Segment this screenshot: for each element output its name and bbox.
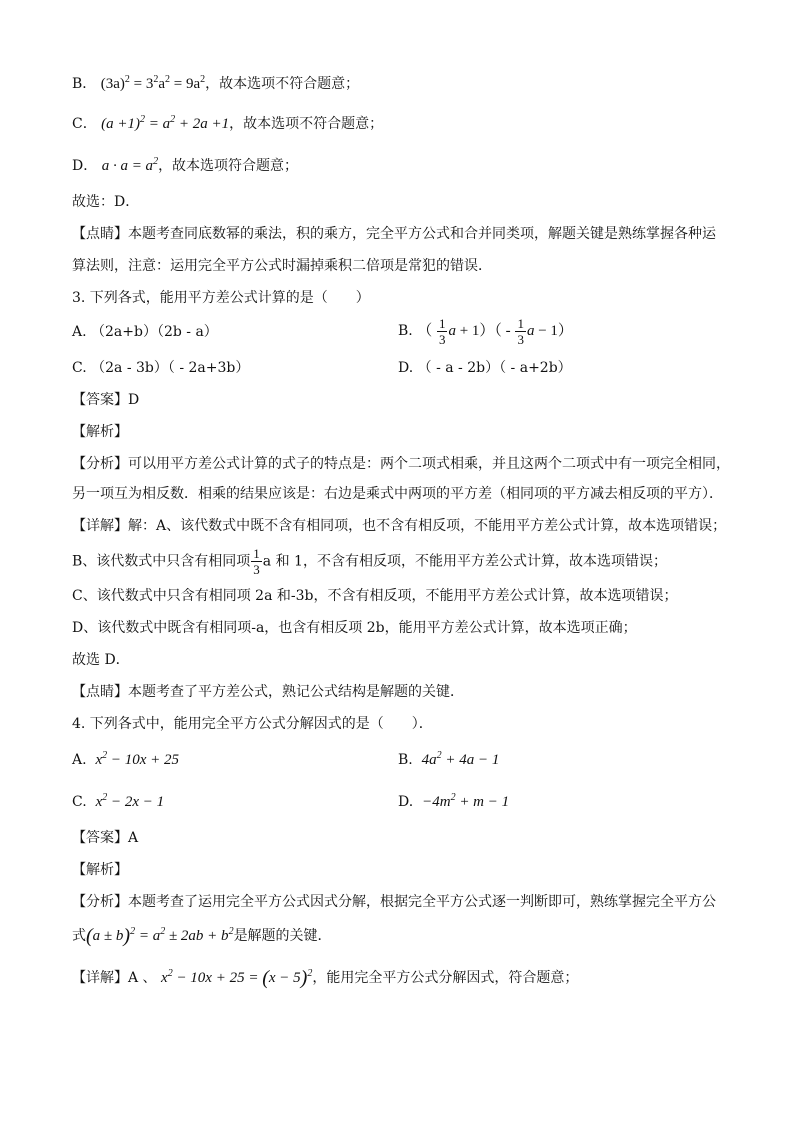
q4-stem: 4. 下列各式中，能用完全平方公式分解因式的是（ ）．: [72, 716, 433, 732]
formula-q4b: $4a^2 + 4a - 1$: [421, 750, 500, 768]
q3-stem: 3. 下列各式，能用平方差公式计算的是（ ）: [72, 290, 370, 306]
formula-perfect-square: $(a \pm b)^2 = a^2 \pm 2ab + b^2$: [86, 925, 234, 947]
option-text: ，故本选项不符合题意；: [229, 116, 384, 132]
option-label: D．: [72, 158, 98, 174]
q2-dianjing-2: 算法则，注意：运用完全平方公式时漏掉乘积二倍项是常犯的错误．: [72, 258, 492, 274]
formula-q3b: （ $\frac{1}{3}$ a + 1）（ - $\frac{1}{3}$ a − 1）: [417, 316, 573, 347]
text-part: 【详解】A 、: [72, 970, 157, 986]
option-label: A.: [72, 752, 87, 768]
q4-option-a: [72, 750, 179, 770]
q3-xiangjie-2: [72, 546, 667, 577]
q2-answer: 故选：D．: [72, 194, 140, 210]
q3-option-d: D. （ - a - 2b）（ - a+2b）: [398, 360, 572, 376]
q3-option-b: [398, 316, 573, 347]
q2-option-d: [72, 156, 298, 176]
q3-xiangjie-4: D、该代数式中既含有相同项-a，也含有相反项 2b，能用平方差公式计算，故本选项正确；: [72, 620, 637, 636]
option-label: B.: [398, 322, 418, 339]
text-part: ，能用完全平方公式分解因式，符合题意；: [312, 970, 579, 986]
q4-option-b: [398, 750, 499, 770]
option-text: ，故本选项不符合题意；: [205, 76, 360, 92]
text-part: B、该代数式中只含有相同项: [72, 553, 251, 570]
q3-fenxi-1: 【分析】可以用平方差公式计算的式子的特点是：两个二项式相乘，并且这两个二项式中有一项完全相同，: [72, 456, 730, 472]
q3-answer: 【答案】D: [72, 392, 140, 408]
formula-c: $(a +1)^2 = a^2 + 2a +1$: [101, 114, 230, 132]
q3-option-a: A. （2a+b）（2b - a）: [72, 324, 218, 340]
q2-dianjing-1: 【点睛】本题考查同底数幂的乘法，积的乘方，完全平方公式和合并同类项，解题关键是熟练掌握各种运: [72, 226, 716, 242]
q3-xiangjie-3: C、该代数式中只含有相同项 2a 和-3b，不含有相反项，不能用平方差公式计算，故本选项错误；: [72, 588, 678, 604]
q4-option-c: [72, 792, 164, 812]
q3-jiexi: 【解析】: [72, 424, 128, 440]
q3-option-c: C. （2a - 3b）（ - 2a+3b）: [72, 360, 250, 376]
q4-option-d: [398, 792, 509, 812]
q4-answer: 【答案】A: [72, 830, 139, 846]
q3-xiangjie-1: 【详解】解：A、该代数式中既不含有相同项，也不含有相反项，不能用平方差公式计算，故本选项错误；: [72, 518, 727, 534]
q4-fenxi-2: [72, 926, 332, 946]
formula-d: $a \cdot a = a^2$: [101, 156, 159, 174]
option-label: B．: [72, 76, 97, 92]
q2-option-c: [72, 114, 383, 134]
formula-q4c: $x^2 - 2x - 1$: [95, 792, 165, 810]
option-label: C．: [72, 116, 97, 132]
option-label: B.: [398, 752, 413, 768]
q4-xiangjie: [72, 968, 578, 988]
q4-fenxi-1: 【分析】本题考查了运用完全平方公式因式分解，根据完全平方公式逐一判断即可，熟练掌握完全平方公: [72, 894, 716, 910]
q3-fenxi-2: 另一项互为相反数．相乘的结果应该是：右边是乘式中两项的平方差（相同项的平方减去相反项的平方）．: [72, 486, 723, 502]
formula-q4a: $x^2 - 10x + 25$: [95, 750, 180, 768]
q2-option-b: [72, 74, 359, 94]
option-text: ，故本选项符合题意；: [158, 158, 299, 174]
text-part: a 和 1，不含有相反项，不能用平方差公式计算，故本选项错误；: [262, 553, 667, 570]
text-part: 是解题的关键．: [233, 928, 332, 944]
q3-guxuan: 故选 D．: [72, 652, 130, 668]
fraction-one-third: $\frac{1}{3}$: [253, 546, 260, 577]
formula-b: $(3a)^2 = 3^2a^2 = 9a^2$: [100, 74, 206, 92]
text-part: 式: [72, 928, 86, 944]
option-label: D.: [398, 794, 414, 810]
formula-q4d: $-4m^2 + m - 1$: [422, 792, 510, 810]
q4-jiexi: 【解析】: [72, 862, 128, 878]
q3-dianjing: 【点睛】本题考查了平方差公式，熟记公式结构是解题的关键．: [72, 684, 464, 700]
formula-factor: $x^2 - 10x + 25 = (x - 5)^2$: [161, 967, 313, 989]
option-label: C.: [72, 794, 87, 810]
